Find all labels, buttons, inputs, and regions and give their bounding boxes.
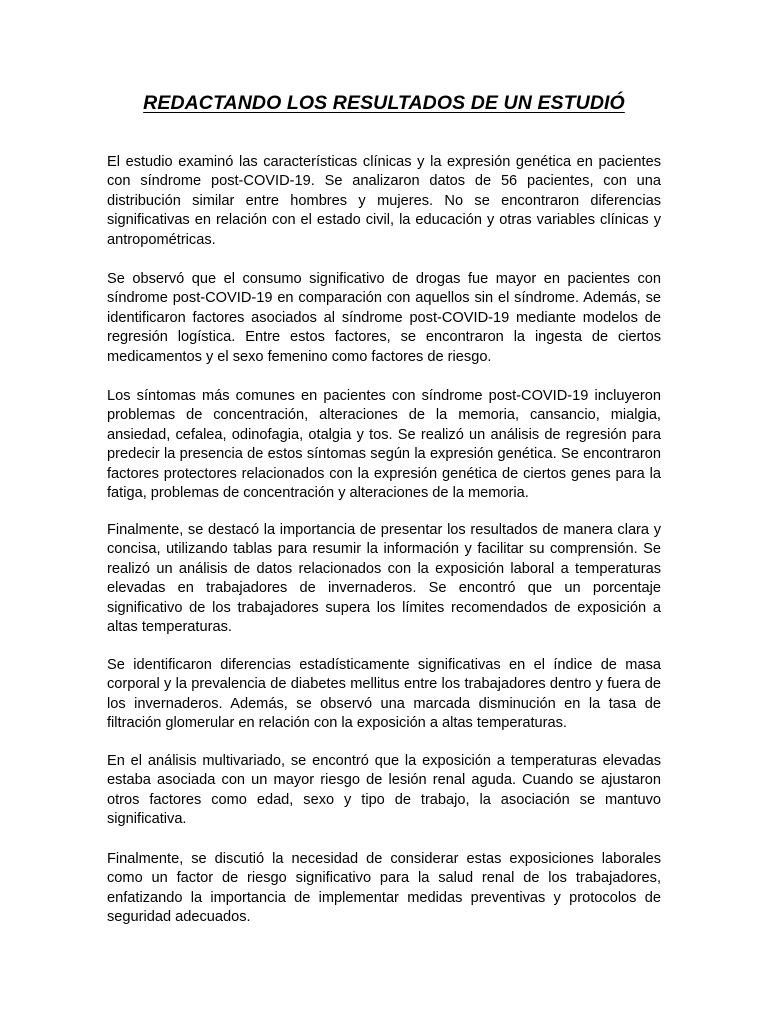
document-title: REDACTANDO LOS RESULTADOS DE UN ESTUDIÓ	[143, 92, 625, 114]
paragraph-6: En el análisis multivariado, se encontró que la exposición a temperaturas elevadas estaba asociada con un mayor riesgo de lesión renal aguda. Cuando se ajustaron otros factores como edad, sexo y tipo de trabajo, la asociación se mantuvo significativa.	[107, 753, 661, 828]
paragraph-1: El estudio examinó las características clínicas y la expresión genética en pacientes con síndrome post-COVID-19. Se analizaron datos de 56 pacientes, con una distribución similar entre hombres y mujeres. No se encontraron diferencias significativas en relación con el estado civil, la educación y otras variables clínicas y antropométricas.	[107, 154, 661, 248]
paragraph-4: Finalmente, se destacó la importancia de presentar los resultados de manera clara y concisa, utilizando tablas para resumir la información y facilitar su comprensión. Se realizó un análisis de datos relacionados con la exposición laboral a temperaturas elevadas en trabajadores de invernaderos. Se encontró que un porcentaje significativo de los trabajadores supera los límites recomendados de exposición a altas temperaturas.	[107, 522, 661, 636]
paragraph-3: Los síntomas más comunes en pacientes con síndrome post-COVID-19 incluyeron problemas de concentración, alteraciones de la memoria, cansancio, mialgia, ansiedad, cefalea, odinofagia, otalgia y tos. Se realizó un análisis de regresión para predecir la presencia de estos síntomas según la expresión genética. Se encontraron factores protectores relacionados con la expresión genética de ciertos genes para la fatiga, problemas de concentración y alteraciones de la memoria.	[107, 388, 661, 502]
paragraph-7: Finalmente, se discutió la necesidad de considerar estas exposiciones laborales como un factor de riesgo significativo para la salud renal de los trabajadores, enfatizando la importancia de implementar medidas preventivas y protocolos de seguridad adecuados.	[107, 851, 661, 926]
paragraph-5: Se identificaron diferencias estadísticamente significativas en el índice de masa corporal y la prevalencia de diabetes mellitus entre los trabajadores dentro y fuera de los invernaderos. Además, se observó una marcada disminución en la tasa de filtración glomerular en relación con la exposición a altas temperaturas.	[107, 657, 661, 732]
paragraph-2: Se observó que el consumo significativo de drogas fue mayor en pacientes con síndrome post-COVID-19 en comparación con aquellos sin el síndrome. Además, se identificaron factores asociados al síndrome post-COVID-19 mediante modelos de regresión logística. Entre estos factores, se encontraron la ingesta de ciertos medicamentos y el sexo femenino como factores de riesgo.	[107, 271, 661, 365]
